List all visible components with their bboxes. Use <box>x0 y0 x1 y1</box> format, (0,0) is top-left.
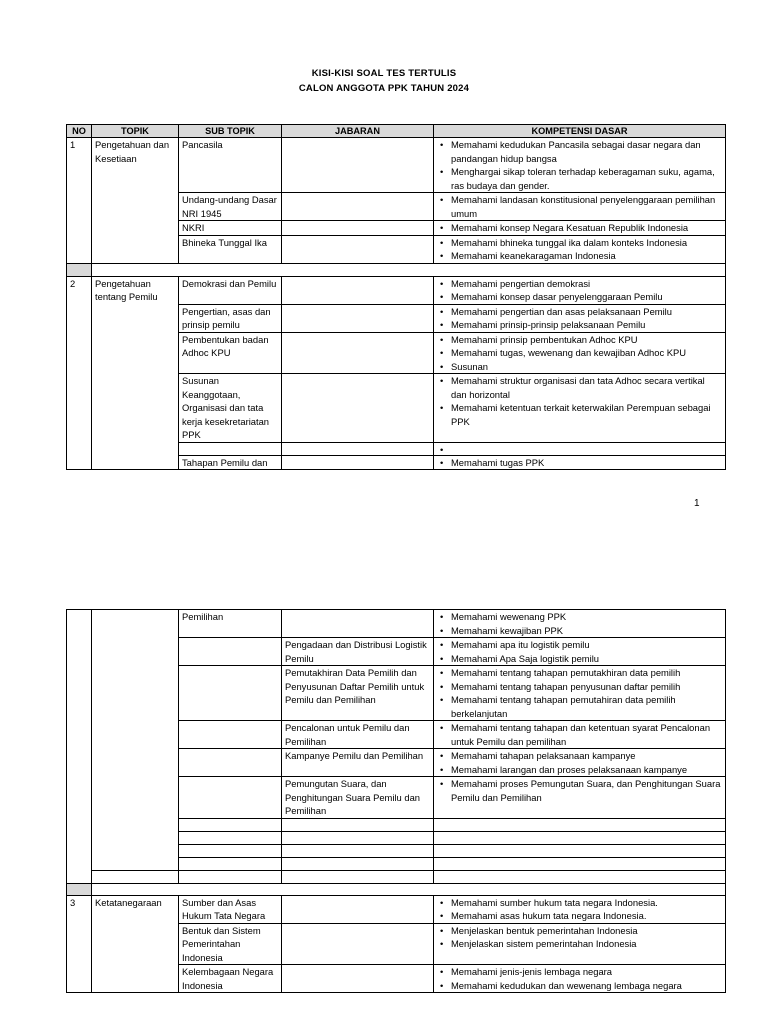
list-item: • Memahami Apa Saja logistik pemilu <box>437 652 722 666</box>
list-item: • Menghargai sikap toleran terhadap keberagaman suku, agama, ras budaya dan gender. <box>437 165 722 192</box>
subtopic-cell: Bhineka Tunggal Ika <box>179 235 282 263</box>
header-kompetensi-dasar: KOMPETENSI DASAR <box>434 125 726 138</box>
table-header-row <box>67 125 726 138</box>
topic-cell: Pengetahuan tentang Pemilu <box>92 276 179 470</box>
list-item: • Memahami kedudukan Pancasila sebagai dasar negara dan pandangan hidup bangsa <box>437 138 722 165</box>
header-topik: TOPIK <box>92 125 179 138</box>
subtopic-cell <box>179 638 282 666</box>
list-item: • Memahami struktur organisasi dan tata Adhoc secara vertikal dan horizontal <box>437 374 722 401</box>
jabaran-cell <box>282 221 434 236</box>
list-item: • Memahami prinsip pembentukan Adhoc KPU <box>437 333 722 347</box>
jabaran-cell: Pemutakhiran Data Pemilih dan Penyusunan Daftar Pemilih untuk Pemilu dan Pemilihan <box>282 666 434 721</box>
table-row <box>67 895 726 923</box>
list-item: • Memahami sumber hukum tata negara Indonesia. <box>437 896 722 910</box>
document-subtitle: CALON ANGGOTA PPK TAHUN 2024 <box>298 83 470 94</box>
jabaran-cell <box>282 304 434 332</box>
header-sub-topik: SUB TOPIK <box>179 125 282 138</box>
jabaran-cell <box>282 442 434 455</box>
list-item: • Memahami jenis-jenis lembaga negara <box>437 965 722 979</box>
table-row <box>67 276 726 304</box>
jabaran-cell <box>282 923 434 965</box>
jabaran-cell <box>282 374 434 443</box>
jabaran-cell: Pencalonan untuk Pemilu dan Pemilihan <box>282 721 434 749</box>
competency-cell <box>434 235 726 263</box>
list-item: • Memahami tentang tahapan pemutahiran data pemilih berkelanjutan <box>437 693 722 720</box>
competency-cell <box>434 193 726 221</box>
subtopic-cell <box>179 442 282 455</box>
subtopic-cell: Pancasila <box>179 138 282 193</box>
list-item: • Memahami keanekaragaman Indonesia <box>437 249 722 263</box>
competency-cell <box>434 276 726 304</box>
competency-cell <box>434 721 726 749</box>
list-item: • Memahami bhineka tunggal ika dalam konteks Indonesia <box>437 236 722 250</box>
competency-cell <box>434 638 726 666</box>
list-item: • Memahami ketentuan terkait keterwakilan Perempuan sebagai PPK <box>437 401 722 428</box>
list-item: • Memahami kewajiban PPK <box>437 624 722 638</box>
list-item: • Menjelaskan sistem pemerintahan Indonesia <box>437 937 722 951</box>
jabaran-cell <box>282 965 434 993</box>
subtopic-cell <box>179 666 282 721</box>
row-number: 2 <box>67 276 92 470</box>
section-separator-row <box>67 883 726 895</box>
header-jabaran: JABARAN <box>282 125 434 138</box>
topic-cell: Pengetahuan dan Kesetiaan <box>92 138 179 264</box>
jabaran-cell <box>282 895 434 923</box>
list-item: • Memahami tahapan pelaksanaan kampanye <box>437 749 722 763</box>
list-item: • Memahami landasan konstitusional penyelenggaraan pemilihan umum <box>437 193 722 220</box>
competency-cell <box>434 221 726 236</box>
competency-cell <box>434 442 726 455</box>
table-row <box>67 870 726 883</box>
jabaran-cell: Kampanye Pemilu dan Pemilihan <box>282 749 434 777</box>
competency-table-page-2 <box>66 609 726 993</box>
list-item: • Memahami tugas PPK <box>437 456 722 470</box>
competency-cell <box>434 610 726 638</box>
list-item: • Memahami kedudukan dan wewenang lembaga negara <box>437 979 722 993</box>
subtopic-cell: Tahapan Pemilu dan <box>179 455 282 470</box>
competency-cell <box>434 923 726 965</box>
jabaran-cell <box>282 332 434 374</box>
jabaran-cell: Pengadaan dan Distribusi Logistik Pemilu <box>282 638 434 666</box>
table-row <box>67 138 726 193</box>
section-separator-row <box>67 263 726 276</box>
jabaran-cell <box>282 455 434 470</box>
subtopic-cell: Pembentukan badan Adhoc KPU <box>179 332 282 374</box>
subtopic-cell: Demokrasi dan Pemilu <box>179 276 282 304</box>
list-item: • Memahami pengertian demokrasi <box>437 277 722 291</box>
list-item: • Memahami asas hukum tata negara Indonesia. <box>437 909 722 923</box>
subtopic-cell: NKRI <box>179 221 282 236</box>
subtopic-cell <box>179 777 282 819</box>
list-item: • Menjelaskan bentuk pemerintahan Indonesia <box>437 924 722 938</box>
list-item: • Memahami wewenang PPK <box>437 610 722 624</box>
subtopic-cell: Susunan Keanggotaan, Organisasi dan tata kerja kesekretariatan PPK <box>179 374 282 443</box>
competency-cell <box>434 895 726 923</box>
jabaran-cell: Pemungutan Suara, dan Penghitungan Suara Pemilu dan Pemilihan <box>282 777 434 819</box>
competency-cell <box>434 304 726 332</box>
list-item: • Memahami tentang tahapan pemutakhiran data pemilih <box>437 666 722 680</box>
subtopic-cell: Kelembagaan Negara Indonesia <box>179 965 282 993</box>
list-item: • Memahami pengertian dan asas pelaksanaan Pemilu <box>437 305 722 319</box>
row-number: 1 <box>67 138 92 264</box>
jabaran-cell <box>282 193 434 221</box>
competency-cell <box>434 374 726 443</box>
competency-cell <box>434 965 726 993</box>
jabaran-cell <box>282 276 434 304</box>
list-item: • Memahami prinsip-prinsip pelaksanaan Pemilu <box>437 318 722 332</box>
list-item: • Susunan <box>437 360 722 374</box>
jabaran-cell <box>282 138 434 193</box>
header-no: NO <box>67 125 92 138</box>
competency-table-page-1 <box>66 124 726 470</box>
list-item: • Memahami tugas, wewenang dan kewajiban Adhoc KPU <box>437 346 722 360</box>
subtopic-cell: Pemilihan <box>179 610 282 638</box>
row-number: 3 <box>67 895 92 993</box>
page-number: 1 <box>694 498 700 509</box>
subtopic-cell: Undang-undang Dasar NRI 1945 <box>179 193 282 221</box>
list-item: • Memahami proses Pemungutan Suara, dan Penghitungan Suara Pemilu dan Pemilihan <box>437 777 722 804</box>
competency-cell <box>434 749 726 777</box>
document-title: KISI-KISI SOAL TES TERTULIS <box>311 68 457 79</box>
competency-cell <box>434 777 726 819</box>
subtopic-cell <box>179 721 282 749</box>
jabaran-cell <box>282 235 434 263</box>
jabaran-cell <box>282 610 434 638</box>
page-2 <box>0 600 768 1024</box>
competency-cell <box>434 332 726 374</box>
subtopic-cell <box>179 749 282 777</box>
topic-cell: Ketatanegaraan <box>92 895 179 993</box>
list-item: • Memahami tentang tahapan dan ketentuan syarat Pencalonan untuk Pemilu dan pemilihan <box>437 721 722 748</box>
list-item: • Memahami tentang tahapan penyusunan daftar pemilih <box>437 680 722 694</box>
table-row <box>67 610 726 638</box>
subtopic-cell: Sumber dan Asas Hukum Tata Negara <box>179 895 282 923</box>
list-item: • Memahami konsep Negara Kesatuan Republik Indonesia <box>437 221 722 235</box>
competency-cell <box>434 138 726 193</box>
list-item: • Memahami konsep dasar penyelenggaraan Pemilu <box>437 290 722 304</box>
list-item: • Memahami larangan dan proses pelaksanaan kampanye <box>437 763 722 777</box>
row-number <box>67 610 92 884</box>
topic-cell <box>92 610 179 871</box>
list-item: • Memahami apa itu logistik pemilu <box>437 638 722 652</box>
subtopic-cell: Pengertian, asas dan prinsip pemilu <box>179 304 282 332</box>
competency-cell <box>434 666 726 721</box>
competency-cell <box>434 455 726 470</box>
subtopic-cell: Bentuk dan Sistem Pemerintahan Indonesia <box>179 923 282 965</box>
